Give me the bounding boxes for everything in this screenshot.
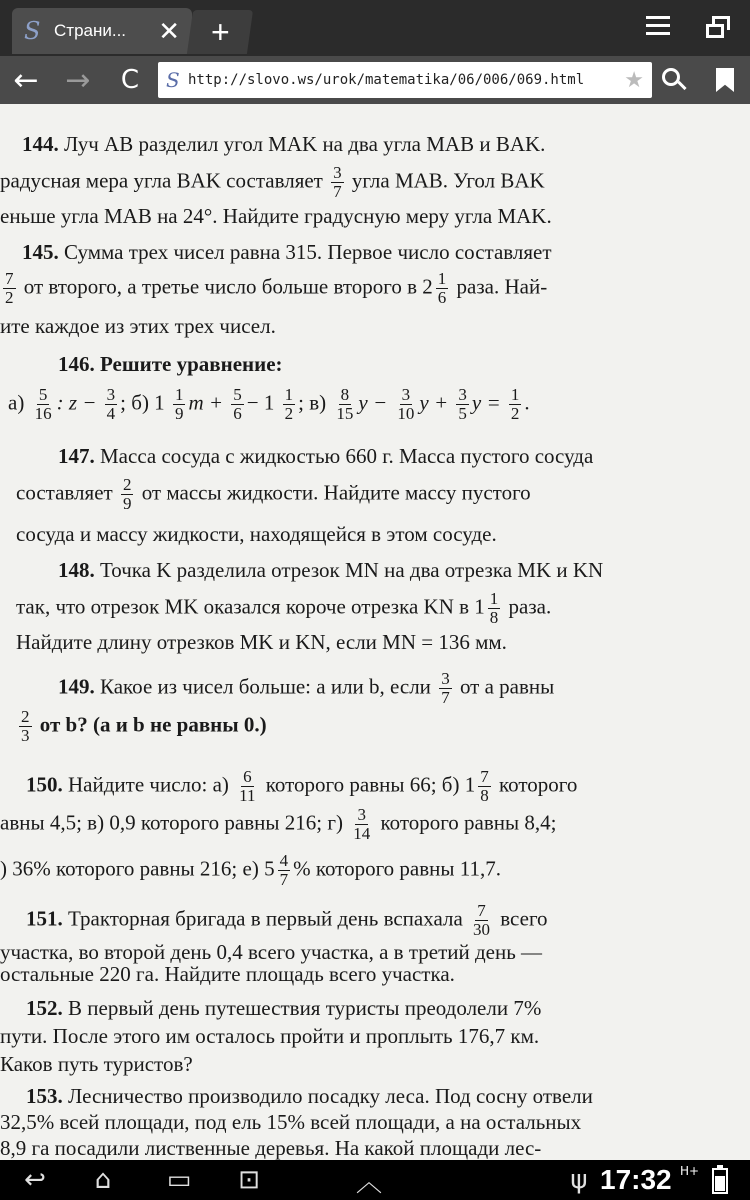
problem-148-line-2: так, что отрезок MK оказался короче отрезка KN в 1 $\frac{1}{8}$ раза. xyxy=(16,589,552,627)
page-content xyxy=(0,104,750,1160)
search-icon[interactable] xyxy=(662,68,688,94)
bookmark-icon[interactable] xyxy=(716,68,734,92)
problem-148-line-3: Найдите длину отрезков MK и KN, если MN = 136 мм. xyxy=(16,630,507,654)
problem-147-line-1: 147. Масса сосуда с жидкостью 660 г. Масса пустого сосуда xyxy=(58,444,594,468)
clock: 17:32 xyxy=(600,1164,672,1195)
menu-icon[interactable] xyxy=(646,16,670,38)
problem-151-line-2: участка, во второй день 0,4 всего участка, а в третий день — xyxy=(0,940,543,964)
system-back-icon[interactable]: ↩ xyxy=(24,1165,46,1195)
forward-button[interactable]: → xyxy=(65,62,91,98)
problem-152-line-1: 152. В первый день путешествия туристы преодолели 7% xyxy=(26,996,542,1020)
close-icon[interactable]: ✕ xyxy=(158,16,180,46)
problem-147-line-2: составляет $\frac{2}{9}$ от массы жидкости. Найдите массу пустого xyxy=(16,475,531,513)
problem-144-line-3: еньше угла MAB на 24°. Найдите градусную меру угла MAK. xyxy=(0,204,552,228)
problem-153-line-3: 8,9 га посадили лиственные деревья. На какой площади лес- xyxy=(0,1136,542,1160)
system-navigation-bar xyxy=(0,1160,750,1200)
problem-150-line-2: авны 4,5; в) 0,9 которого равны 216; г) $\frac{3}{14}$ которого равны 8,4; xyxy=(0,805,557,843)
problem-145-line-2: $\frac{7}{2}$ от второго, а третье число больше второго в 2 $\frac{1}{6}$ раза. Най- xyxy=(5,269,548,307)
tabs-overview-icon[interactable] xyxy=(706,16,732,40)
reload-button[interactable]: C xyxy=(120,65,140,95)
problem-146-equations: а) $\frac{5}{16}$ : z − $\frac{3}{4}$ ; б) 1 $\frac{1}{9}$ m + $\frac{5}{6}$ − 1 $\frac{1}{2}$ ; в) $\frac{8}{15}$ y − $\frac{3}{10}$ y + $\frac{3}{5}$ y = $\frac{1}{2}$ . xyxy=(8,385,530,423)
system-home-icon[interactable]: ⌂ xyxy=(94,1165,112,1195)
star-icon[interactable]: ★ xyxy=(624,67,644,92)
site-favicon-icon: S xyxy=(24,17,41,45)
back-button[interactable]: ← xyxy=(13,62,39,98)
new-tab-button[interactable] xyxy=(187,10,253,54)
screenshot-icon[interactable]: ⊡ xyxy=(238,1165,260,1195)
address-bar[interactable] xyxy=(158,62,652,98)
problem-151-line-1: 151. Тракторная бригада в первый день вспахала $\frac{7}{30}$ всего xyxy=(26,901,548,939)
problem-146-line-1: 146. Решите уравнение: xyxy=(58,352,283,376)
url-text[interactable]: http://slovo.ws/urok/matematika/06/006/069.html xyxy=(188,72,585,88)
problem-150-line-1: 150. Найдите число: а) $\frac{6}{11}$ которого равны 66; б) 1 $\frac{7}{8}$ которого xyxy=(26,767,578,805)
problem-150-line-3: ) 36% которого равны 216; е) 5 $\frac{4}{7}$ % которого равны 11,7. xyxy=(0,851,501,889)
problem-144-line-2: радусная мера угла BAK составляет $\frac{3}{7}$ угла MAB. Угол BAK xyxy=(0,163,545,201)
system-recent-apps-icon[interactable]: ▭ xyxy=(166,1165,192,1195)
problem-153-line-2: 32,5% всей площади, под ель 15% всей площади, а на остальных xyxy=(0,1110,582,1134)
problem-152-line-3: Каков путь туристов? xyxy=(0,1052,193,1076)
problem-148-line-1: 148. Точка K разделила отрезок MN на два отрезка MK и KN xyxy=(58,558,604,582)
tab-bar xyxy=(0,0,750,56)
tab-current[interactable] xyxy=(12,8,192,54)
problem-145-line-1: 145. Сумма трех чисел равна 315. Первое число составляет xyxy=(22,240,552,264)
site-favicon-icon: S xyxy=(166,68,180,92)
chevron-up-icon[interactable]: ︿ xyxy=(355,1167,382,1198)
signal-icon: H+ xyxy=(680,1164,700,1178)
browser-toolbar xyxy=(0,56,750,104)
usb-icon: ψ xyxy=(570,1165,588,1195)
problem-147-line-3: сосуда и массу жидкости, находящейся в этом сосуде. xyxy=(16,522,497,546)
battery-icon xyxy=(712,1168,728,1194)
plus-icon: + xyxy=(210,14,230,50)
tab-title: Страни... xyxy=(54,21,127,40)
problem-145-line-3: ите каждое из этих трех чисел. xyxy=(0,314,276,338)
problem-149-line-2: $\frac{2}{3}$ от b? (a и b не равны 0.) xyxy=(21,707,267,745)
problem-149-line-1: 149. Какое из чисел больше: a или b, если $\frac{3}{7}$ от a равны xyxy=(58,669,555,707)
problem-153-line-1: 153. Лесничество производило посадку леса. Под сосну отвели xyxy=(26,1084,593,1108)
problem-152-line-2: пути. После этого им осталось пройти и проплыть 176,7 км. xyxy=(0,1024,540,1048)
problem-144-line-1: 144. Луч AB разделил угол MAK на два угла MAB и BAK. xyxy=(22,132,546,156)
problem-151-line-3: остальные 220 га. Найдите площадь всего участка. xyxy=(0,962,455,986)
